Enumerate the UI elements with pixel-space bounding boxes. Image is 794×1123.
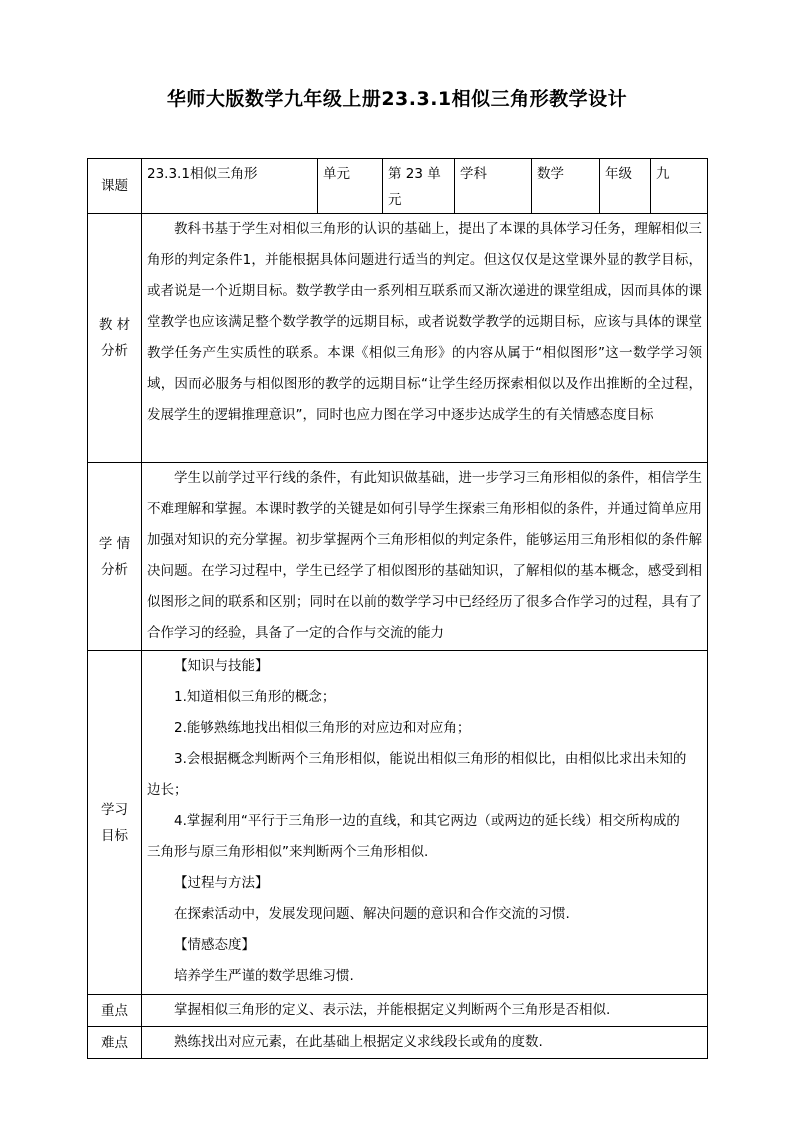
knowledge-item-1: 1.知道相似三角形的概念；: [174, 689, 336, 705]
students-content: [142, 463, 708, 651]
emotion-heading: 【情感态度】: [174, 937, 255, 953]
knowledge-item-4-cont: 三角形与原三角形相似”来判断两个三角形相似.: [147, 844, 429, 860]
process-heading: 【过程与方法】: [174, 875, 269, 891]
knowledge-item-2: 2.能够熟练地找出相似三角形的对应边和对应角；: [174, 720, 471, 736]
key-point-row: [88, 995, 708, 1027]
header-row: [88, 159, 708, 214]
analysis-label: 教 材 分析: [88, 214, 142, 463]
page-title: 华师大版数学九年级上册23.3.1相似三角形教学设计: [166, 88, 628, 110]
unit-label: 单元: [318, 159, 383, 214]
knowledge-item-3-cont: 边长；: [147, 782, 188, 798]
difficulty-row: [88, 1027, 708, 1059]
difficulty-content: [142, 1027, 708, 1059]
difficulty-label: 难点: [88, 1027, 142, 1059]
goals-content: [142, 651, 708, 995]
students-row: [88, 463, 708, 651]
goals-label-line1: 学习: [101, 801, 128, 818]
knowledge-item-3: 3.会根据概念判断两个三角形相似，能说出相似三角形的相似比，由相似比求出未知的: [174, 751, 687, 767]
lesson-plan-table: [87, 158, 708, 1059]
subject-label: 学科: [455, 159, 532, 214]
goals-label: [88, 651, 142, 995]
key-point-label: 重点: [88, 995, 142, 1027]
topic-label: 课题: [88, 159, 142, 214]
analysis-text: 教科书基于学生对相似三角形的认识的基础上，提出了本课的具体学习任务，理解相似三角形的判定条件1，并能根据具体问题进行适当的判定。但这仅仅是这堂课外显的教学目标，或者说是一个近期目标。数学教学由一系列相互联系而又渐次递进的课堂组成，因而具体的课堂教学也应该满足整个数学教学的远期目标，或者说数学教学的远期目标，应该与具体的课堂教学任务产生实质性的联系。本课《相似三角形》的内容从属于“相似图形”这一数学学习领域，因而必服务与相似图形的教学的远期目标“让学生经历探索相似以及作出推断的全过程，发展学生的逻辑推理意识”，同时也应力图在学习中逐步达成学生的有关情感态度目标: [147, 221, 702, 423]
knowledge-heading: 【知识与技能】: [174, 658, 269, 674]
unit-value: 第 23 单元: [383, 159, 455, 214]
goals-label-line2: 目标: [101, 827, 128, 844]
students-label: 学 情 分析: [88, 463, 142, 651]
topic-value: 23.3.1相似三角形: [142, 159, 318, 214]
analysis-row: [88, 214, 708, 463]
students-text: 学生以前学过平行线的条件，有此知识做基础，进一步学习三角形相似的条件，相信学生不难理解和掌握。本课时教学的关键是如何引导学生探索三角形相似的条件，并通过简单应用加强对知识的充分掌握。初步掌握两个三角形相似的判定条件，能够运用三角形相似的条件解决问题。在学习过程中，学生已经学了相似图形的基础知识，了解相似的基本概念，感受到相似图形之间的联系和区别；同时在以前的数学学习中已经经历了很多合作学习的过程，具有了合作学习的经验，具备了一定的合作与交流的能力: [147, 470, 702, 641]
grade-label: 年级: [600, 159, 651, 214]
goals-row: [88, 651, 708, 995]
analysis-content: [142, 214, 708, 463]
key-point-content: [142, 995, 708, 1027]
knowledge-item-4: 4.掌握利用“平行于三角形一边的直线，和其它两边（或两边的延长线）相交所构成的: [174, 813, 680, 829]
emotion-text: 培养学生严谨的数学思维习惯.: [174, 968, 354, 984]
difficulty-text: 熟练找出对应元素，在此基础上根据定义求线段长或角的度数.: [174, 1034, 543, 1050]
process-text: 在探索活动中，发展发现问题、解决问题的意识和合作交流的习惯.: [174, 906, 570, 922]
key-point-text: 掌握相似三角形的定义、表示法，并能根据定义判断两个三角形是否相似.: [174, 1002, 611, 1018]
grade-value: 九: [651, 159, 708, 214]
subject-value: 数学: [532, 159, 600, 214]
